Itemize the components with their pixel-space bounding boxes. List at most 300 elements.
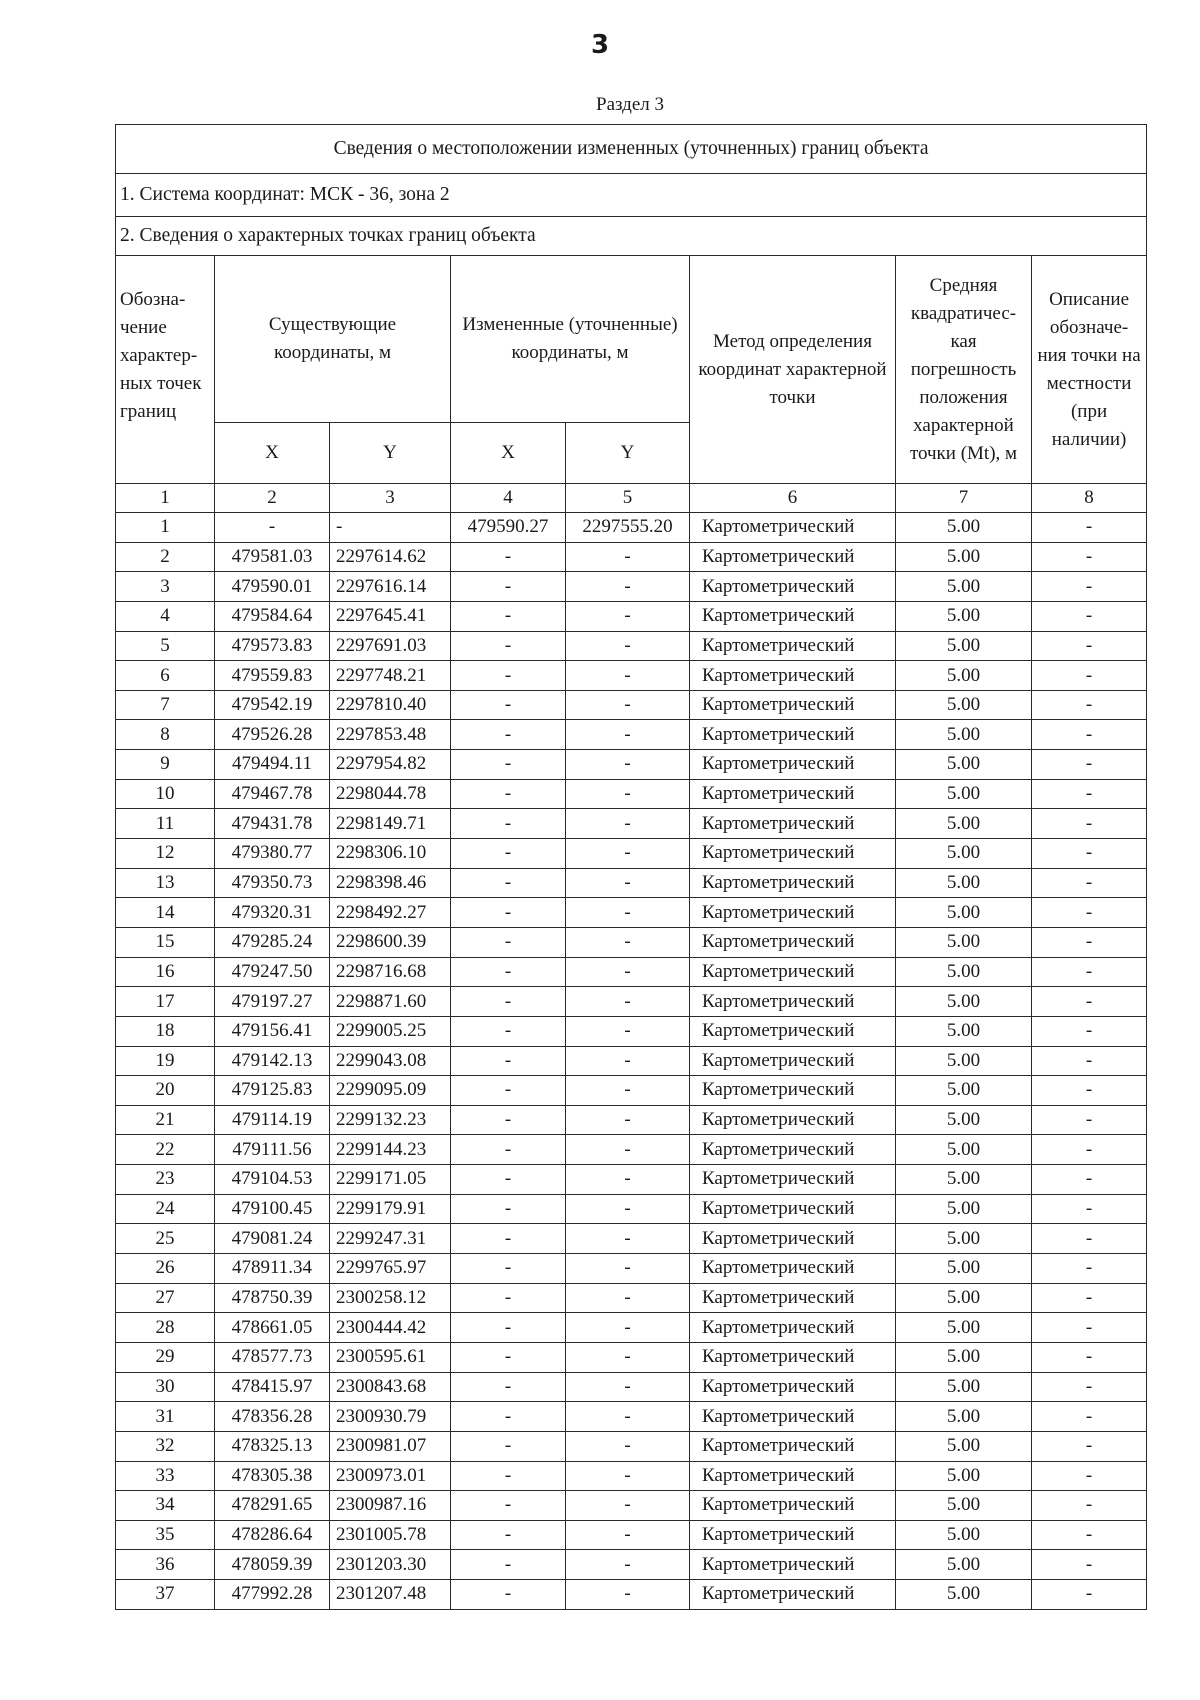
cell-description: - [1032, 1313, 1147, 1343]
table-row [116, 1016, 1147, 1046]
cell-existing-x: 479285.24 [215, 927, 330, 957]
cell-changed-y: - [566, 1372, 690, 1402]
cell-method: Картометрический [690, 809, 896, 839]
table-body [116, 125, 1147, 1610]
table-row [116, 1313, 1147, 1343]
cell-existing-y: 2300444.42 [330, 1313, 451, 1343]
header-changed-y: Y [566, 423, 690, 484]
cell-changed-x: - [451, 987, 566, 1017]
cell-point-number: 18 [116, 1016, 215, 1046]
column-number: 2 [215, 484, 330, 513]
cell-point-number: 11 [116, 809, 215, 839]
cell-description: - [1032, 720, 1147, 750]
cell-changed-y: - [566, 720, 690, 750]
cell-changed-x: - [451, 1520, 566, 1550]
cell-changed-y: - [566, 987, 690, 1017]
cell-accuracy: 5.00 [896, 1461, 1032, 1491]
cell-method: Картометрический [690, 957, 896, 987]
column-number: 4 [451, 484, 566, 513]
cell-accuracy: 5.00 [896, 572, 1032, 602]
cell-method: Картометрический [690, 1342, 896, 1372]
cell-changed-y: - [566, 868, 690, 898]
table-row [116, 1046, 1147, 1076]
cell-accuracy: 5.00 [896, 957, 1032, 987]
column-number: 8 [1032, 484, 1147, 513]
cell-changed-x: - [451, 720, 566, 750]
cell-existing-y: 2298306.10 [330, 839, 451, 869]
cell-existing-y: 2297645.41 [330, 601, 451, 631]
cell-existing-x: 479247.50 [215, 957, 330, 987]
cell-description: - [1032, 1491, 1147, 1521]
cell-changed-x: 479590.27 [451, 513, 566, 543]
cell-existing-y: 2298492.27 [330, 898, 451, 928]
cell-changed-x: - [451, 661, 566, 691]
header-row-1 [116, 256, 1147, 423]
cell-description: - [1032, 809, 1147, 839]
cell-existing-x: 479590.01 [215, 572, 330, 602]
cell-existing-x: 479494.11 [215, 750, 330, 780]
cell-changed-x: - [451, 542, 566, 572]
cell-point-number: 17 [116, 987, 215, 1017]
cell-method: Картометрический [690, 572, 896, 602]
cell-description: - [1032, 1135, 1147, 1165]
cell-description: - [1032, 1461, 1147, 1491]
cell-existing-y: 2299179.91 [330, 1194, 451, 1224]
cell-description: - [1032, 1194, 1147, 1224]
cell-existing-x: 479114.19 [215, 1105, 330, 1135]
cell-description: - [1032, 1105, 1147, 1135]
cell-existing-y: 2299005.25 [330, 1016, 451, 1046]
cell-existing-x: 477992.28 [215, 1580, 330, 1610]
cell-method: Картометрический [690, 1076, 896, 1106]
cell-point-number: 12 [116, 839, 215, 869]
cell-accuracy: 5.00 [896, 750, 1032, 780]
table-row [116, 1283, 1147, 1313]
table-row [116, 1342, 1147, 1372]
cell-method: Картометрический [690, 1580, 896, 1610]
cell-existing-y: 2298044.78 [330, 779, 451, 809]
cell-description: - [1032, 513, 1147, 543]
cell-existing-x: 479380.77 [215, 839, 330, 869]
cell-method: Картометрический [690, 898, 896, 928]
cell-existing-x: 479104.53 [215, 1165, 330, 1195]
cell-point-number: 25 [116, 1224, 215, 1254]
cell-changed-y: - [566, 1135, 690, 1165]
cell-changed-y: - [566, 1046, 690, 1076]
cell-point-number: 31 [116, 1402, 215, 1432]
cell-existing-y: 2297614.62 [330, 542, 451, 572]
cell-point-number: 10 [116, 779, 215, 809]
cell-method: Картометрический [690, 1165, 896, 1195]
cell-changed-x: - [451, 1254, 566, 1284]
cell-point-number: 9 [116, 750, 215, 780]
table-row [116, 927, 1147, 957]
cell-changed-y: - [566, 1165, 690, 1195]
cell-changed-y: - [566, 1283, 690, 1313]
cell-existing-x: 479100.45 [215, 1194, 330, 1224]
cell-description: - [1032, 750, 1147, 780]
table-row [116, 690, 1147, 720]
cell-changed-y: - [566, 957, 690, 987]
header-changed-coords: Измененные (уточненные) координаты, м [451, 256, 690, 423]
cell-method: Картометрический [690, 750, 896, 780]
cell-changed-x: - [451, 1550, 566, 1580]
cell-changed-x: - [451, 1491, 566, 1521]
table-row [116, 513, 1147, 543]
cell-point-number: 1 [116, 513, 215, 543]
cell-existing-x: 479581.03 [215, 542, 330, 572]
cell-changed-y: - [566, 898, 690, 928]
cell-method: Картометрический [690, 1402, 896, 1432]
cell-accuracy: 5.00 [896, 809, 1032, 839]
cell-method: Картометрический [690, 868, 896, 898]
cell-changed-y: - [566, 1431, 690, 1461]
cell-point-number: 3 [116, 572, 215, 602]
table-row [116, 572, 1147, 602]
cell-changed-y: - [566, 1461, 690, 1491]
cell-accuracy: 5.00 [896, 1105, 1032, 1135]
table-row [116, 1105, 1147, 1135]
cell-method: Картометрический [690, 1283, 896, 1313]
cell-changed-x: - [451, 868, 566, 898]
table-row [116, 1491, 1147, 1521]
column-number: 1 [116, 484, 215, 513]
cell-changed-x: - [451, 1402, 566, 1432]
cell-method: Картометрический [690, 1372, 896, 1402]
cell-method: Картометрический [690, 839, 896, 869]
cell-method: Картометрический [690, 1431, 896, 1461]
cell-existing-x: 479156.41 [215, 1016, 330, 1046]
cell-existing-x: 478911.34 [215, 1254, 330, 1284]
cell-accuracy: 5.00 [896, 1431, 1032, 1461]
cell-accuracy: 5.00 [896, 542, 1032, 572]
cell-existing-y: 2297810.40 [330, 690, 451, 720]
cell-description: - [1032, 1520, 1147, 1550]
cell-existing-y: 2299095.09 [330, 1076, 451, 1106]
cell-point-number: 15 [116, 927, 215, 957]
header-method: Метод определения координат характерной точки [690, 256, 896, 484]
cell-changed-y: - [566, 1224, 690, 1254]
cell-changed-x: - [451, 1224, 566, 1254]
cell-accuracy: 5.00 [896, 1372, 1032, 1402]
cell-accuracy: 5.00 [896, 1520, 1032, 1550]
table-row [116, 661, 1147, 691]
cell-accuracy: 5.00 [896, 839, 1032, 869]
cell-changed-x: - [451, 1105, 566, 1135]
cell-accuracy: 5.00 [896, 1550, 1032, 1580]
header-existing-y: Y [330, 423, 451, 484]
table-row [116, 1194, 1147, 1224]
cell-method: Картометрический [690, 1254, 896, 1284]
cell-description: - [1032, 1431, 1147, 1461]
cell-point-number: 26 [116, 1254, 215, 1284]
cell-changed-y: - [566, 750, 690, 780]
cell-method: Картометрический [690, 1461, 896, 1491]
table-row [116, 1580, 1147, 1610]
page-number: 3 [590, 30, 610, 60]
cell-method: Картометрический [690, 1550, 896, 1580]
cell-point-number: 30 [116, 1372, 215, 1402]
cell-accuracy: 5.00 [896, 1491, 1032, 1521]
cell-description: - [1032, 957, 1147, 987]
cell-description: - [1032, 839, 1147, 869]
cell-method: Картометрический [690, 1224, 896, 1254]
coordinate-system-row [116, 174, 1147, 217]
cell-point-number: 23 [116, 1165, 215, 1195]
cell-changed-x: - [451, 750, 566, 780]
cell-existing-y: 2299144.23 [330, 1135, 451, 1165]
cell-description: - [1032, 542, 1147, 572]
cell-changed-x: - [451, 839, 566, 869]
cell-description: - [1032, 1580, 1147, 1610]
cell-accuracy: 5.00 [896, 898, 1032, 928]
cell-accuracy: 5.00 [896, 987, 1032, 1017]
table-row [116, 1135, 1147, 1165]
cell-accuracy: 5.00 [896, 1254, 1032, 1284]
cell-existing-y: 2297954.82 [330, 750, 451, 780]
boundary-points-table [115, 124, 1147, 1610]
cell-changed-y: - [566, 1254, 690, 1284]
table-row [116, 1254, 1147, 1284]
cell-accuracy: 5.00 [896, 1016, 1032, 1046]
cell-changed-x: - [451, 601, 566, 631]
cell-point-number: 6 [116, 661, 215, 691]
cell-accuracy: 5.00 [896, 1283, 1032, 1313]
table-row [116, 1372, 1147, 1402]
cell-existing-x: 479350.73 [215, 868, 330, 898]
cell-existing-x: 479142.13 [215, 1046, 330, 1076]
cell-accuracy: 5.00 [896, 1194, 1032, 1224]
cell-method: Картометрический [690, 601, 896, 631]
points-caption: 2. Сведения о характерных точках границ объекта [116, 217, 1147, 256]
cell-existing-y: 2298871.60 [330, 987, 451, 1017]
cell-existing-y: 2301005.78 [330, 1520, 451, 1550]
cell-existing-y: 2300930.79 [330, 1402, 451, 1432]
cell-changed-y: - [566, 839, 690, 869]
cell-accuracy: 5.00 [896, 1224, 1032, 1254]
cell-method: Картометрический [690, 1135, 896, 1165]
cell-changed-x: - [451, 1076, 566, 1106]
cell-method: Картометрический [690, 1520, 896, 1550]
cell-point-number: 22 [116, 1135, 215, 1165]
cell-description: - [1032, 631, 1147, 661]
cell-existing-x: 479584.64 [215, 601, 330, 631]
cell-changed-x: - [451, 1431, 566, 1461]
cell-existing-x: 478291.65 [215, 1491, 330, 1521]
cell-description: - [1032, 1283, 1147, 1313]
cell-accuracy: 5.00 [896, 601, 1032, 631]
cell-changed-x: - [451, 779, 566, 809]
cell-existing-y: 2297853.48 [330, 720, 451, 750]
cell-changed-x: - [451, 1194, 566, 1224]
cell-point-number: 7 [116, 690, 215, 720]
cell-changed-y: - [566, 1105, 690, 1135]
cell-accuracy: 5.00 [896, 927, 1032, 957]
cell-accuracy: 5.00 [896, 1135, 1032, 1165]
cell-method: Картометрический [690, 542, 896, 572]
cell-description: - [1032, 1372, 1147, 1402]
header-description: Описание обозначе-ния точки на местности (при наличии) [1032, 256, 1147, 484]
cell-changed-x: - [451, 1342, 566, 1372]
cell-accuracy: 5.00 [896, 1076, 1032, 1106]
cell-accuracy: 5.00 [896, 1046, 1032, 1076]
cell-changed-y: - [566, 661, 690, 691]
cell-existing-y: 2299171.05 [330, 1165, 451, 1195]
table-row [116, 1550, 1147, 1580]
coordinate-system: 1. Система координат: МСК - 36, зона 2 [116, 174, 1147, 217]
table-row [116, 809, 1147, 839]
cell-existing-x: 479559.83 [215, 661, 330, 691]
cell-changed-y: - [566, 927, 690, 957]
cell-method: Картометрический [690, 661, 896, 691]
cell-existing-x: 479526.28 [215, 720, 330, 750]
cell-method: Картометрический [690, 1313, 896, 1343]
cell-changed-y: - [566, 779, 690, 809]
cell-changed-y: - [566, 1076, 690, 1106]
cell-existing-y: 2300981.07 [330, 1431, 451, 1461]
cell-changed-x: - [451, 1165, 566, 1195]
cell-existing-y: 2300595.61 [330, 1342, 451, 1372]
cell-changed-y: 2297555.20 [566, 513, 690, 543]
cell-description: - [1032, 1550, 1147, 1580]
cell-existing-x: 479542.19 [215, 690, 330, 720]
cell-existing-y: 2298398.46 [330, 868, 451, 898]
table-row [116, 839, 1147, 869]
cell-changed-x: - [451, 957, 566, 987]
cell-description: - [1032, 690, 1147, 720]
cell-existing-x: 478577.73 [215, 1342, 330, 1372]
cell-existing-x: 479081.24 [215, 1224, 330, 1254]
cell-changed-x: - [451, 1046, 566, 1076]
cell-changed-x: - [451, 1135, 566, 1165]
cell-changed-x: - [451, 1313, 566, 1343]
cell-changed-x: - [451, 1580, 566, 1610]
cell-point-number: 19 [116, 1046, 215, 1076]
header-accuracy: Средняя квадратичес-кая погрешность положения характерной точки (Mt), м [896, 256, 1032, 484]
cell-point-number: 36 [116, 1550, 215, 1580]
cell-description: - [1032, 1402, 1147, 1432]
cell-method: Картометрический [690, 1105, 896, 1135]
cell-existing-y: 2298716.68 [330, 957, 451, 987]
cell-point-number: 16 [116, 957, 215, 987]
cell-changed-y: - [566, 1550, 690, 1580]
cell-description: - [1032, 987, 1147, 1017]
cell-existing-y: - [330, 513, 451, 543]
header-designation: Обозна-чение характер-ных точек границ [116, 256, 215, 484]
cell-point-number: 2 [116, 542, 215, 572]
cell-changed-x: - [451, 572, 566, 602]
cell-changed-x: - [451, 809, 566, 839]
cell-accuracy: 5.00 [896, 1580, 1032, 1610]
cell-changed-y: - [566, 1580, 690, 1610]
cell-description: - [1032, 1076, 1147, 1106]
cell-point-number: 5 [116, 631, 215, 661]
cell-point-number: 8 [116, 720, 215, 750]
cell-changed-y: - [566, 1313, 690, 1343]
table-title: Сведения о местоположении измененных (уточненных) границ объекта [116, 125, 1147, 174]
cell-method: Картометрический [690, 690, 896, 720]
cell-accuracy: 5.00 [896, 1313, 1032, 1343]
table-row [116, 868, 1147, 898]
cell-method: Картометрический [690, 927, 896, 957]
cell-point-number: 33 [116, 1461, 215, 1491]
cell-description: - [1032, 1224, 1147, 1254]
cell-point-number: 35 [116, 1520, 215, 1550]
cell-existing-x: 478750.39 [215, 1283, 330, 1313]
cell-existing-x: - [215, 513, 330, 543]
table-row [116, 631, 1147, 661]
cell-changed-y: - [566, 1491, 690, 1521]
cell-existing-y: 2300973.01 [330, 1461, 451, 1491]
cell-description: - [1032, 868, 1147, 898]
cell-changed-y: - [566, 542, 690, 572]
cell-point-number: 21 [116, 1105, 215, 1135]
cell-existing-y: 2299247.31 [330, 1224, 451, 1254]
cell-existing-x: 478325.13 [215, 1431, 330, 1461]
cell-description: - [1032, 1254, 1147, 1284]
cell-changed-y: - [566, 631, 690, 661]
cell-changed-y: - [566, 1402, 690, 1432]
cell-point-number: 37 [116, 1580, 215, 1610]
cell-changed-y: - [566, 1194, 690, 1224]
cell-existing-x: 479431.78 [215, 809, 330, 839]
cell-method: Картометрический [690, 1016, 896, 1046]
cell-accuracy: 5.00 [896, 779, 1032, 809]
table-row [116, 957, 1147, 987]
cell-existing-x: 478286.64 [215, 1520, 330, 1550]
cell-accuracy: 5.00 [896, 513, 1032, 543]
cell-point-number: 20 [116, 1076, 215, 1106]
header-existing-coords: Существующие координаты, м [215, 256, 451, 423]
cell-point-number: 27 [116, 1283, 215, 1313]
cell-point-number: 34 [116, 1491, 215, 1521]
cell-changed-y: - [566, 690, 690, 720]
table-row [116, 898, 1147, 928]
cell-method: Картометрический [690, 631, 896, 661]
cell-changed-x: - [451, 927, 566, 957]
cell-existing-x: 479573.83 [215, 631, 330, 661]
cell-method: Картометрический [690, 987, 896, 1017]
cell-existing-x: 478356.28 [215, 1402, 330, 1432]
cell-existing-y: 2297691.03 [330, 631, 451, 661]
cell-description: - [1032, 601, 1147, 631]
cell-changed-y: - [566, 1520, 690, 1550]
cell-accuracy: 5.00 [896, 631, 1032, 661]
table-row [116, 1402, 1147, 1432]
table-row [116, 542, 1147, 572]
cell-method: Картометрический [690, 1194, 896, 1224]
cell-changed-x: - [451, 1461, 566, 1491]
table-title-row [116, 125, 1147, 174]
cell-point-number: 32 [116, 1431, 215, 1461]
column-number: 6 [690, 484, 896, 513]
cell-existing-x: 479125.83 [215, 1076, 330, 1106]
cell-point-number: 13 [116, 868, 215, 898]
cell-point-number: 4 [116, 601, 215, 631]
cell-changed-x: - [451, 690, 566, 720]
cell-method: Картометрический [690, 1491, 896, 1521]
header-existing-x: X [215, 423, 330, 484]
cell-existing-y: 2297748.21 [330, 661, 451, 691]
cell-existing-x: 479111.56 [215, 1135, 330, 1165]
cell-changed-y: - [566, 601, 690, 631]
cell-existing-y: 2301207.48 [330, 1580, 451, 1610]
cell-description: - [1032, 572, 1147, 602]
table-row [116, 720, 1147, 750]
cell-accuracy: 5.00 [896, 1342, 1032, 1372]
cell-description: - [1032, 1046, 1147, 1076]
cell-description: - [1032, 779, 1147, 809]
